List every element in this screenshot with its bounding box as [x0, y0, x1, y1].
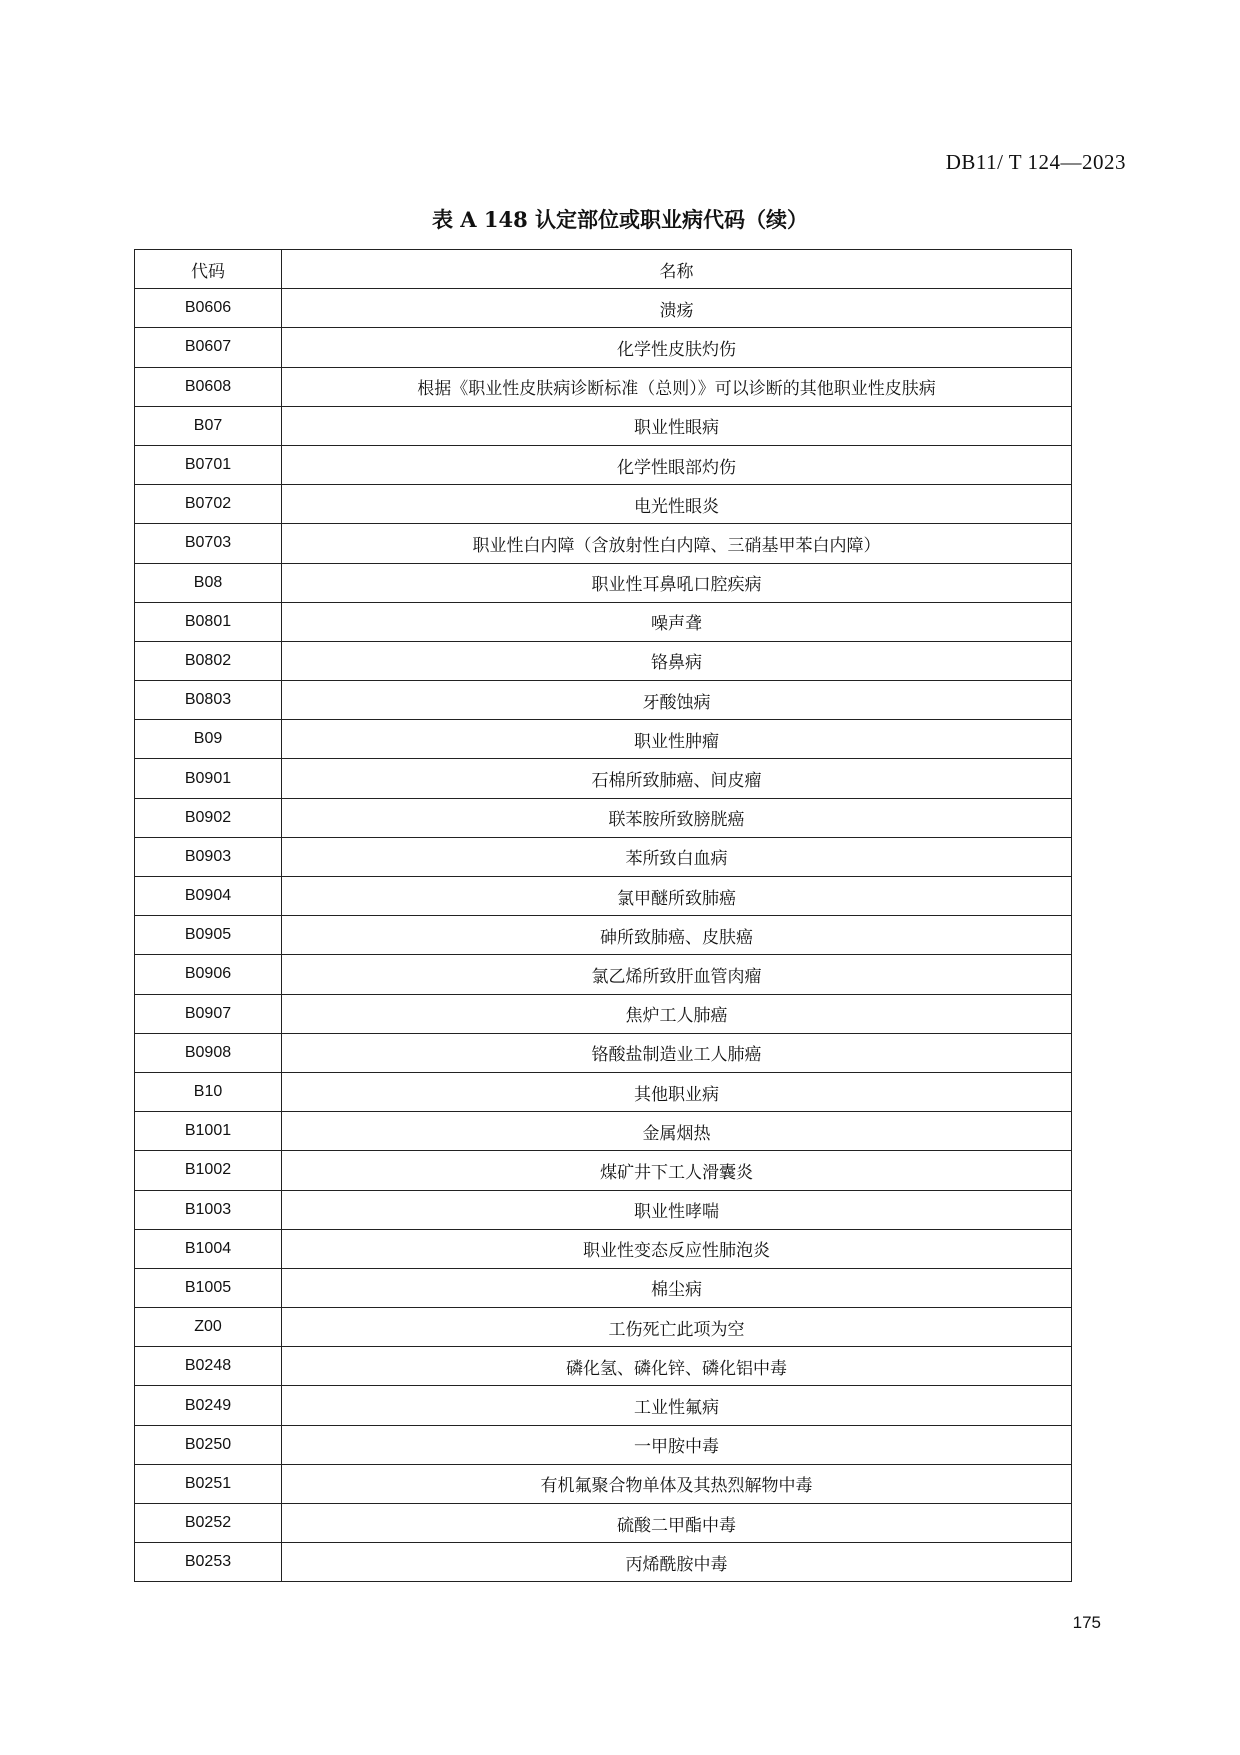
table-row — [135, 916, 1072, 955]
column-header-name: 名称 — [282, 250, 1072, 289]
table-row — [135, 837, 1072, 876]
cell-name: 其他职业病 — [282, 1072, 1072, 1111]
cell-name: 联苯胺所致膀胱癌 — [282, 798, 1072, 837]
cell-name: 牙酸蚀病 — [282, 681, 1072, 720]
column-header-code: 代码 — [135, 250, 282, 289]
cell-code: B0908 — [135, 1033, 282, 1072]
cell-code: B1002 — [135, 1151, 282, 1190]
cell-code: B0902 — [135, 798, 282, 837]
cell-code: B0703 — [135, 524, 282, 563]
cell-code: B1001 — [135, 1112, 282, 1151]
cell-name: 职业性变态反应性肺泡炎 — [282, 1229, 1072, 1268]
cell-name: 金属烟热 — [282, 1112, 1072, 1151]
table-row — [135, 955, 1072, 994]
table-row — [135, 1033, 1072, 1072]
cell-code: B0606 — [135, 289, 282, 328]
table-row — [135, 289, 1072, 328]
table-row — [135, 877, 1072, 916]
cell-code: B0607 — [135, 328, 282, 367]
cell-code: B0904 — [135, 877, 282, 916]
cell-code: B0702 — [135, 485, 282, 524]
cell-name: 焦炉工人肺癌 — [282, 994, 1072, 1033]
table-row — [135, 1543, 1072, 1582]
table-body — [135, 289, 1072, 1582]
table-row — [135, 1268, 1072, 1307]
table-row — [135, 563, 1072, 602]
cell-code: B10 — [135, 1072, 282, 1111]
cell-name: 氯甲醚所致肺癌 — [282, 877, 1072, 916]
cell-name: 硫酸二甲酯中毒 — [282, 1504, 1072, 1543]
cell-name: 砷所致肺癌、皮肤癌 — [282, 916, 1072, 955]
cell-name: 工伤死亡此项为空 — [282, 1308, 1072, 1347]
cell-code: B0906 — [135, 955, 282, 994]
cell-name: 棉尘病 — [282, 1268, 1072, 1307]
cell-code: B0249 — [135, 1386, 282, 1425]
cell-code: B0907 — [135, 994, 282, 1033]
table-row — [135, 524, 1072, 563]
cell-name: 煤矿井下工人滑囊炎 — [282, 1151, 1072, 1190]
cell-code: B1005 — [135, 1268, 282, 1307]
cell-name: 一甲胺中毒 — [282, 1425, 1072, 1464]
table-row — [135, 641, 1072, 680]
cell-name: 氯乙烯所致肝血管肉瘤 — [282, 955, 1072, 994]
cell-code: B0252 — [135, 1504, 282, 1543]
cell-name: 磷化氢、磷化锌、磷化铝中毒 — [282, 1347, 1072, 1386]
cell-name: 职业性白内障（含放射性白内障、三硝基甲苯白内障） — [282, 524, 1072, 563]
occupational-disease-code-table — [134, 249, 1072, 1582]
cell-code: B0802 — [135, 641, 282, 680]
cell-code: Z00 — [135, 1308, 282, 1347]
cell-name: 化学性眼部灼伤 — [282, 445, 1072, 484]
cell-code: B0608 — [135, 367, 282, 406]
table-row — [135, 1425, 1072, 1464]
cell-name: 石棉所致肺癌、间皮瘤 — [282, 759, 1072, 798]
cell-code: B07 — [135, 406, 282, 445]
cell-name: 职业性耳鼻吼口腔疾病 — [282, 563, 1072, 602]
cell-code: B0251 — [135, 1464, 282, 1503]
document-code: DB11/ T 124—2023 — [945, 150, 1126, 174]
cell-name: 工业性氟病 — [282, 1386, 1072, 1425]
table-row — [135, 1112, 1072, 1151]
table-row — [135, 406, 1072, 445]
cell-code: B1004 — [135, 1229, 282, 1268]
table-row — [135, 367, 1072, 406]
table-row — [135, 1504, 1072, 1543]
cell-name: 电光性眼炎 — [282, 485, 1072, 524]
table-row — [135, 759, 1072, 798]
cell-name: 职业性肿瘤 — [282, 720, 1072, 759]
table-row — [135, 445, 1072, 484]
table-row — [135, 1190, 1072, 1229]
table-row — [135, 1386, 1072, 1425]
table-row — [135, 1229, 1072, 1268]
table-row — [135, 1347, 1072, 1386]
cell-code: B0250 — [135, 1425, 282, 1464]
cell-code: B0701 — [135, 445, 282, 484]
table-row — [135, 1151, 1072, 1190]
cell-name: 溃疡 — [282, 289, 1072, 328]
table-row — [135, 720, 1072, 759]
cell-code: B0903 — [135, 837, 282, 876]
cell-name: 丙烯酰胺中毒 — [282, 1543, 1072, 1582]
cell-code: B0248 — [135, 1347, 282, 1386]
cell-name: 根据《职业性皮肤病诊断标准（总则）》可以诊断的其他职业性皮肤病 — [282, 367, 1072, 406]
table-row — [135, 1072, 1072, 1111]
table-title: 表 A 148 认定部位或职业病代码（续） — [431, 207, 809, 232]
cell-code: B0901 — [135, 759, 282, 798]
table-row — [135, 681, 1072, 720]
cell-name: 苯所致白血病 — [282, 837, 1072, 876]
cell-name: 噪声聋 — [282, 602, 1072, 641]
table-row — [135, 1308, 1072, 1347]
cell-name: 铬酸盐制造业工人肺癌 — [282, 1033, 1072, 1072]
cell-name: 化学性皮肤灼伤 — [282, 328, 1072, 367]
cell-code: B08 — [135, 563, 282, 602]
cell-code: B1003 — [135, 1190, 282, 1229]
cell-name: 有机氟聚合物单体及其热烈解物中毒 — [282, 1464, 1072, 1503]
table-row — [135, 1464, 1072, 1503]
cell-code: B09 — [135, 720, 282, 759]
table-row — [135, 994, 1072, 1033]
cell-code: B0253 — [135, 1543, 282, 1582]
cell-code: B0905 — [135, 916, 282, 955]
cell-name: 职业性哮喘 — [282, 1190, 1072, 1229]
table-row — [135, 602, 1072, 641]
cell-code: B0801 — [135, 602, 282, 641]
page-number: 175 — [1072, 1613, 1101, 1632]
cell-code: B0803 — [135, 681, 282, 720]
table-row — [135, 485, 1072, 524]
cell-name: 职业性眼病 — [282, 406, 1072, 445]
table-row — [135, 798, 1072, 837]
table-header-row — [135, 250, 1072, 289]
table-row — [135, 328, 1072, 367]
cell-name: 铬鼻病 — [282, 641, 1072, 680]
